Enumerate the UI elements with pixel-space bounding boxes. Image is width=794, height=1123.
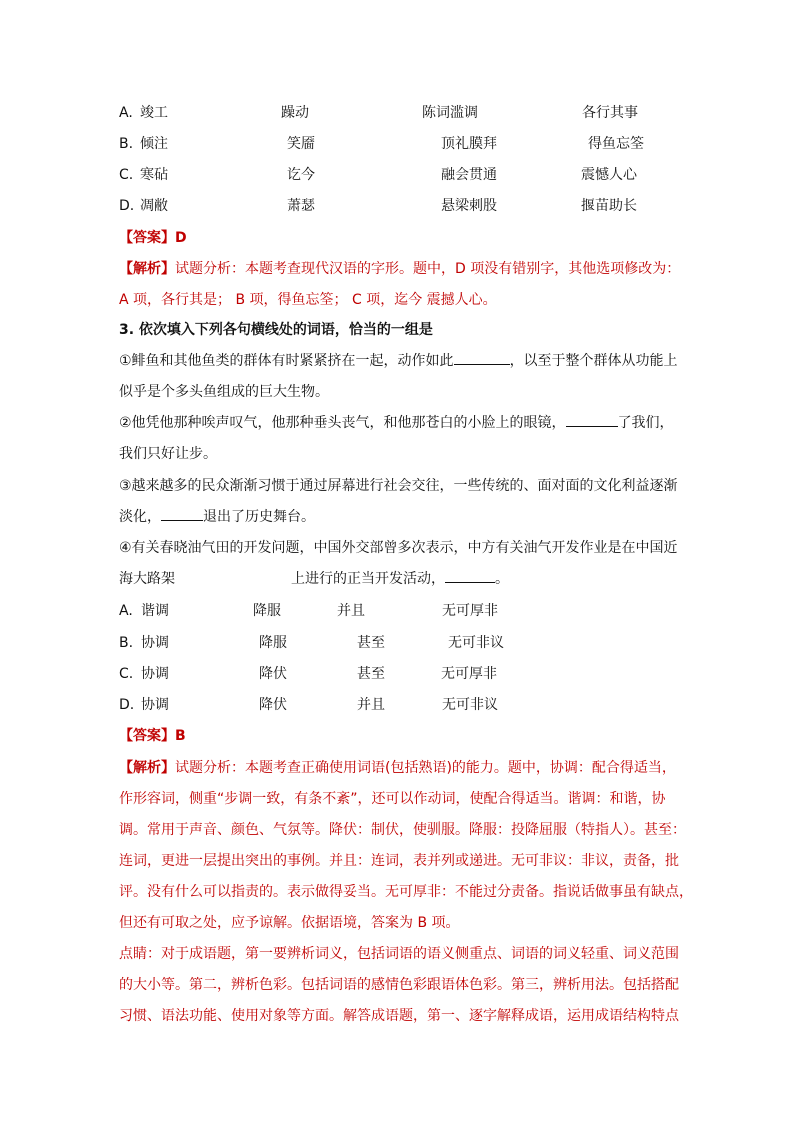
option-label: D.	[119, 198, 135, 214]
option-label: A.	[119, 603, 133, 619]
option-word: 无可非议	[448, 635, 504, 651]
q3-sentence-3: ③越来越多的民众渐渐习惯于通过屏幕进行社会交往，一些传统的、面对面的文化利益逐渐	[119, 478, 678, 494]
dianjing-line-1: 点睛：对于成语题，第一要辨析词义，包括词语的语义侧重点、词语的词义轻重、词义范围	[119, 946, 679, 962]
q3-sentence-2-cont: 我们只好让步。	[119, 446, 217, 462]
q3-sentence-1-cont: 似乎是个多头鱼组成的巨大生物。	[119, 384, 329, 400]
option-word: 协调	[141, 666, 169, 682]
option-word: 各行其事	[582, 105, 638, 121]
option-word: 顶礼膜拜	[441, 136, 497, 152]
q3-sentence-4-cont	[119, 569, 679, 589]
answer-value: B	[175, 728, 186, 744]
option-label: B.	[119, 136, 134, 152]
option-word: 并且	[357, 697, 385, 713]
option-label: C.	[119, 167, 134, 183]
analysis-tag: 【解析】	[119, 261, 175, 277]
q3-analysis-line-2: 作形容词，侧重“步调一致，有条不紊”，还可以作动词，使配合得适当。谐调：和谐，协	[119, 791, 666, 807]
sentence-text: 淡化，	[119, 509, 161, 525]
analysis-text: 试题分析：本题考查正确使用词语(包括熟语)的能力。题中，协调：配合得适当，	[175, 760, 676, 776]
option-word: 讫今	[287, 167, 315, 183]
option-word: 降服	[259, 635, 287, 651]
analysis-tag: 【解析】	[119, 760, 175, 776]
option-word: 笑靥	[287, 136, 315, 152]
q3-sentence-2	[119, 413, 674, 433]
option-word: 无可厚非	[441, 666, 497, 682]
q3-sentence-3-cont	[119, 507, 315, 527]
fill-blank-1	[454, 351, 510, 365]
option-word: 悬梁刺股	[441, 198, 497, 214]
option-word: 无可厚非	[442, 603, 498, 619]
q3-analysis-line-4: 连词，更进一层提出突出的事例。并且：连词，表并列或递进。无可非议：非议，责备，批	[119, 853, 679, 869]
option-word: 无可非议	[442, 697, 498, 713]
option-label: D.	[119, 697, 135, 713]
q3-analysis-line-5: 评。没有什么可以指责的。表示做得妥当。无可厚非：不能过分责备。指说话做事虽有缺点，	[119, 884, 693, 900]
option-word: 竣工	[140, 105, 168, 121]
option-word: 降服	[253, 603, 281, 619]
sentence-text: 上进行的正当开发活动，	[291, 571, 445, 587]
option-word: 协调	[141, 697, 169, 713]
option-word: 凋敝	[140, 198, 168, 214]
sentence-text: 。	[495, 571, 509, 587]
q2-analysis-line-1	[119, 259, 680, 279]
option-word: 躁动	[281, 105, 309, 121]
sentence-text: 了我们，	[617, 415, 674, 431]
answer-tag: 【答案】	[119, 728, 175, 744]
q2-analysis-line-2: A 项，各行其是； B 项，得鱼忘筌； C 项，迄今 震撼人心。	[119, 292, 497, 308]
sentence-text: ①鲱鱼和其他鱼类的群体有时紧紧挤在一起，动作如此	[119, 353, 454, 369]
option-word: 震憾人心	[581, 167, 637, 183]
option-word: 揠苗助长	[581, 198, 637, 214]
option-label: C.	[119, 666, 134, 682]
option-word: 融会贯通	[441, 167, 497, 183]
answer-value: D	[175, 230, 187, 246]
fill-blank-3	[161, 507, 203, 521]
q3-analysis-line-3: 调。常用于声音、颜色、气氛等。降伏：制伏，使驯服。降服：投降屈服（特指人）。甚至：	[119, 822, 686, 838]
option-word: 陈词滥调	[422, 105, 478, 121]
option-label: B.	[119, 635, 134, 651]
option-word: 寒砧	[140, 167, 168, 183]
dianjing-line-3: 习惯、语法功能、使用对象等方面。解答成语题，第一、逐字解释成语，运用成语结构特点	[119, 1008, 679, 1024]
sentence-text: ，以至于整个群体从功能上	[509, 353, 678, 369]
option-word: 倾注	[140, 136, 168, 152]
option-word: 甚至	[357, 635, 385, 651]
sentence-text: 退出了历史舞台。	[203, 509, 315, 525]
q3-sentence-4: ④有关春晓油气田的开发问题，中国外交部曾多次表示，中方有关油气开发作业是在中国近	[119, 540, 678, 556]
analysis-text: 试题分析：本题考查现代汉语的字形。题中，D 项没有错别字，其他选项修改为：	[175, 261, 681, 277]
fill-blank-2	[566, 413, 618, 427]
option-label: A.	[119, 105, 133, 121]
option-word: 降伏	[259, 697, 287, 713]
q3-analysis-line-6: 但还有可取之处，应予谅解。依据语境，答案为 B 项。	[119, 915, 460, 931]
option-word: 谐调	[141, 603, 169, 619]
dianjing-line-2: 的大小等。第二，辨析色彩。包括词语的感情色彩跟语体色彩。第三，辨析用法。包括搭配	[119, 977, 679, 993]
q3-stem: 3. 依次填入下列各句横线处的词语，恰当的一组是	[119, 322, 433, 338]
answer-tag: 【答案】	[119, 230, 175, 246]
q2-answer	[119, 228, 187, 248]
q3-sentence-1	[119, 351, 678, 371]
option-word: 协调	[141, 635, 169, 651]
option-word: 萧瑟	[287, 198, 315, 214]
option-word: 降伏	[259, 666, 287, 682]
sentence-text: 海大路架	[119, 571, 175, 587]
option-word: 得鱼忘筌	[588, 136, 644, 152]
q3-answer	[119, 726, 186, 746]
q3-analysis-line-1	[119, 758, 676, 778]
option-word: 并且	[337, 603, 365, 619]
sentence-text: ②他凭他那种唉声叹气，他那种垂头丧气，和他那苍白的小脸上的眼镜，	[119, 415, 566, 431]
option-word: 甚至	[357, 666, 385, 682]
fill-blank-4	[445, 569, 495, 583]
